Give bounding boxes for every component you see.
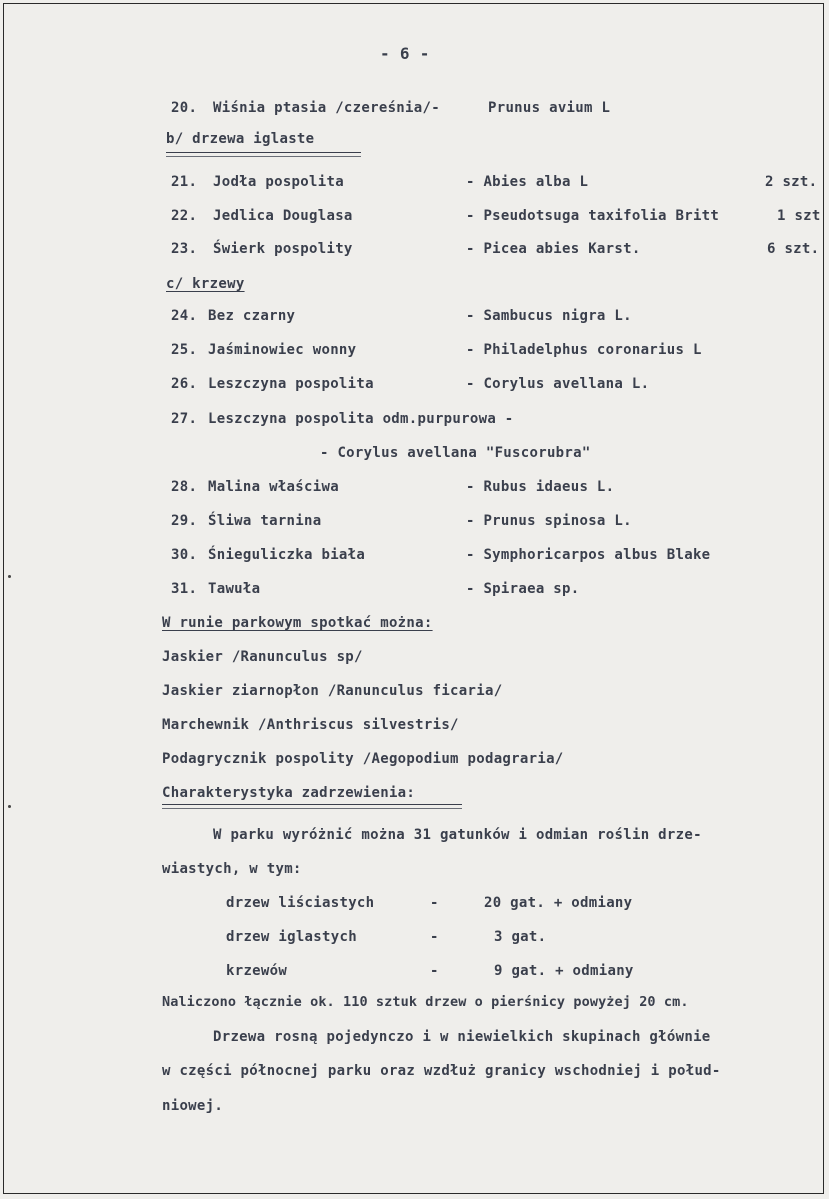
section-b-heading: b/ drzewa iglaste xyxy=(166,131,315,147)
ground-cover-item: Jaskier ziarnopłon /Ranunculus ficaria/ xyxy=(162,683,503,699)
item-24-name: Bez czarny xyxy=(208,308,296,324)
item-21-number: 21. xyxy=(171,174,198,190)
item-25-name: Jaśminowiec wonny xyxy=(208,342,357,358)
summary-value: 3 gat. xyxy=(494,929,547,945)
item-28-number: 28. xyxy=(171,479,198,495)
item-26-name: Leszczyna pospolita xyxy=(208,376,374,392)
item-29-name: Śliwa tarnina xyxy=(208,513,322,529)
paragraph-2-line-1: Drzewa rosną pojedynczo i w niewielkich skupinach głównie xyxy=(213,1029,711,1045)
margin-mark xyxy=(8,805,11,808)
ground-cover-item: Marchewnik /Anthriscus silvestris/ xyxy=(162,717,459,733)
item-31-latin: - Spiraea sp. xyxy=(466,581,580,597)
summary-label: drzew liściastych xyxy=(226,895,375,911)
item-23-name: Świerk pospolity xyxy=(213,241,353,257)
section-b-underline xyxy=(166,152,361,153)
paragraph-1-line-1: W parku wyróżnić można 31 gatunków i odmian roślin drze- xyxy=(213,827,702,843)
item-30-latin: - Symphoricarpos albus Blake xyxy=(466,547,711,563)
characteristics-heading: Charakterystyka zadrzewienia: xyxy=(162,785,416,801)
item-23-count: 6 szt. xyxy=(767,241,820,257)
item-23-number: 23. xyxy=(171,241,198,257)
item-29-number: 29. xyxy=(171,513,198,529)
summary-dash: - xyxy=(430,895,439,911)
item-25-latin: - Philadelphus coronarius L xyxy=(466,342,702,358)
summary-label: drzew iglastych xyxy=(226,929,357,945)
item-27-name: Leszczyna pospolita odm.purpurowa - xyxy=(208,411,514,427)
paragraph-2-line-2: w części północnej parku oraz wzdłuż granicy wschodniej i połud- xyxy=(162,1063,721,1079)
item-30-name: Śnieguliczka biała xyxy=(208,547,366,563)
characteristics-underline xyxy=(162,804,462,805)
item-22-name: Jedlica Douglasa xyxy=(213,208,353,224)
paragraph-2-line-3: niowej. xyxy=(162,1098,224,1114)
item-28-latin: - Rubus idaeus L. xyxy=(466,479,615,495)
item-21-count: 2 szt. xyxy=(765,174,818,190)
summary-label: krzewów xyxy=(226,963,288,979)
item-29-latin: - Prunus spinosa L. xyxy=(466,513,632,529)
item-22-latin: - Pseudotsuga taxifolia Britt xyxy=(466,208,720,224)
summary-value: 20 gat. + odmiany xyxy=(484,895,633,911)
count-line: Naliczono łącznie ok. 110 sztuk drzew o pierśnicy powyżej 20 cm. xyxy=(162,994,689,1010)
margin-mark xyxy=(8,575,11,578)
ground-cover-heading: W runie parkowym spotkać można: xyxy=(162,615,433,631)
item-31-name: Tawuła xyxy=(208,581,261,597)
page-number: - 6 - xyxy=(380,44,430,63)
summary-value: 9 gat. + odmiany xyxy=(494,963,634,979)
characteristics-underline-2 xyxy=(162,808,462,809)
item-25-number: 25. xyxy=(171,342,198,358)
item-27-latin: - Corylus avellana "Fuscorubra" xyxy=(320,445,591,461)
section-c-heading: c/ krzewy xyxy=(166,276,245,292)
section-b-underline-2 xyxy=(166,156,361,157)
summary-dash: - xyxy=(430,929,439,945)
item-24-latin: - Sambucus nigra L. xyxy=(466,308,632,324)
ground-cover-item: Podagrycznik pospolity /Aegopodium podagraria/ xyxy=(162,751,564,767)
item-31-number: 31. xyxy=(171,581,198,597)
item-26-latin: - Corylus avellana L. xyxy=(466,376,650,392)
paragraph-1-line-2: wiastych, w tym: xyxy=(162,861,302,877)
item-20-name: Wiśnia ptasia /czereśnia/- xyxy=(213,100,440,116)
item-20-latin: Prunus avium L xyxy=(488,100,611,116)
item-21-name: Jodła pospolita xyxy=(213,174,344,190)
summary-dash: - xyxy=(430,963,439,979)
item-20-number: 20. xyxy=(171,100,198,116)
item-24-number: 24. xyxy=(171,308,198,324)
item-21-latin: - Abies alba L xyxy=(466,174,589,190)
item-22-number: 22. xyxy=(171,208,198,224)
item-22-count: 1 szt xyxy=(777,208,821,224)
item-27-number: 27. xyxy=(171,411,198,427)
item-30-number: 30. xyxy=(171,547,198,563)
ground-cover-item: Jaskier /Ranunculus sp/ xyxy=(162,649,363,665)
item-23-latin: - Picea abies Karst. xyxy=(466,241,641,257)
page-border xyxy=(3,3,824,1194)
item-26-number: 26. xyxy=(171,376,198,392)
item-28-name: Malina właściwa xyxy=(208,479,339,495)
